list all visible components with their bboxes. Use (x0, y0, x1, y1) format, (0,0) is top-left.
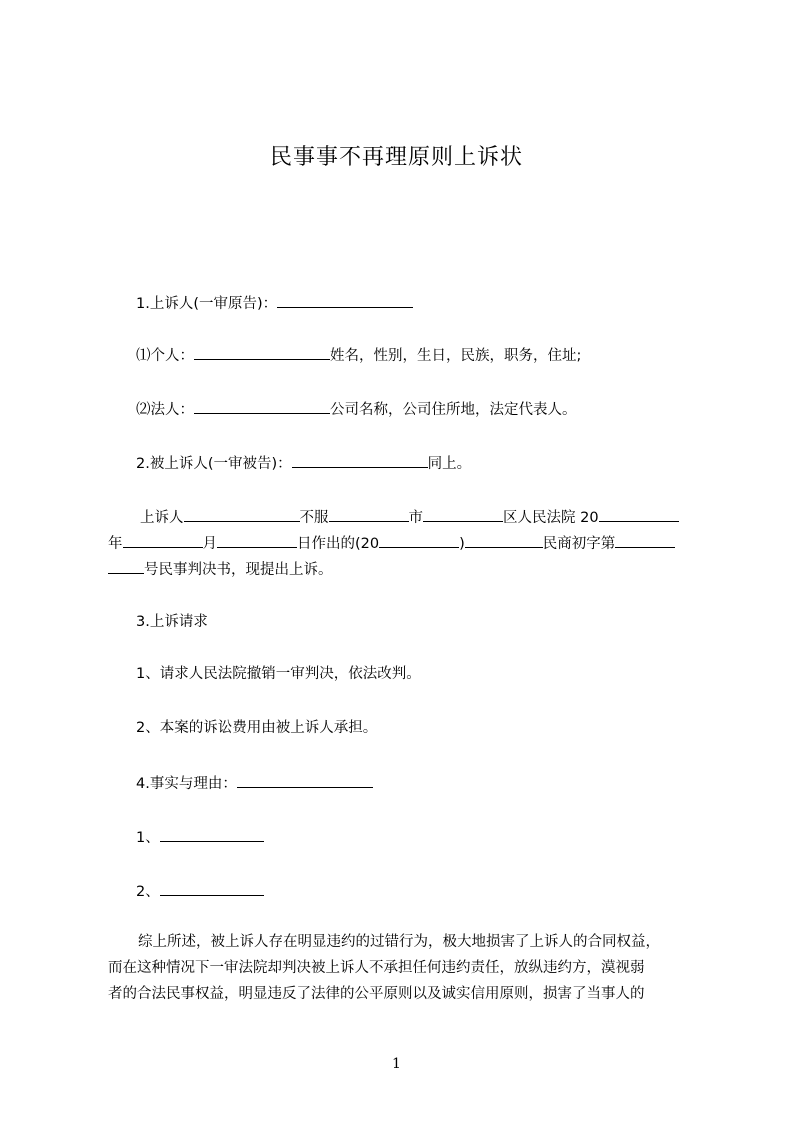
fact-item-1 (136, 826, 264, 848)
appellee-blank[interactable] (292, 452, 428, 468)
statement-text: 号民事判决书，现提出上诉。 (144, 562, 333, 578)
legal-prefix: ⑵法人： (136, 402, 194, 418)
appellee-suffix: 同上。 (427, 456, 472, 472)
appellant-label: 1.上诉人(一审原告)： (136, 296, 278, 312)
facts-blank[interactable] (237, 772, 373, 788)
statement-text: 市 (408, 510, 423, 526)
document-title: 民事事不再理原则上诉状 (269, 145, 523, 170)
fact-1-blank[interactable] (160, 826, 264, 842)
conclusion-line-1: 综上所述，被上诉人存在明显违约的过错行为，极大地损害了上诉人的合同权益， (138, 934, 660, 950)
city-blank[interactable] (329, 506, 409, 522)
statement-text: 上诉人 (140, 510, 184, 526)
statement-text: 不服 (299, 510, 329, 526)
request-item-2: 2、本案的诉讼费用由被上诉人承担。 (136, 720, 378, 736)
appellant-blank[interactable] (277, 292, 413, 308)
case-number-blank[interactable] (615, 532, 675, 548)
case-year-blank[interactable] (379, 532, 459, 548)
request-item-1: 1、请求人民法院撤销一审判决，依法改判。 (136, 666, 421, 682)
conclusion-line-3: 者的合法民事权益，明显违反了法律的公平原则以及诚实信用原则，损害了当事人的 (108, 986, 645, 1002)
appellee-label: 2.被上诉人(一审被告)： (136, 456, 292, 472)
statement-line-1 (140, 506, 679, 528)
individual-line (136, 344, 581, 366)
individual-prefix: ⑴个人： (136, 348, 194, 364)
statement-line-3 (108, 558, 333, 580)
day-blank[interactable] (217, 532, 297, 548)
individual-suffix: 姓名，性别，生日，民族，职务，住址; (330, 348, 582, 364)
conclusion-line-2: 而在这种情况下一审法院却判决被上诉人不承担任何违约责任，放纵违约方，漠视弱 (108, 960, 645, 976)
statement-text: 月 (202, 536, 217, 552)
statement-line-2 (108, 532, 675, 554)
legal-person-line (136, 398, 577, 420)
facts-line (136, 772, 373, 794)
statement-text: 民商初字第 (542, 536, 616, 552)
appellant-name-blank[interactable] (184, 506, 300, 522)
request-heading: 3.上诉请求 (136, 614, 208, 630)
legal-blank[interactable] (194, 398, 330, 414)
appellee-line (136, 452, 471, 474)
statement-text: 日作出的(20 (297, 536, 380, 552)
fact-number: 2、 (136, 884, 160, 900)
fact-number: 1、 (136, 830, 160, 846)
legal-suffix: 公司名称，公司住所地，法定代表人。 (330, 402, 577, 418)
case-number-blank-cont[interactable] (108, 558, 144, 574)
statement-text: 区人民法院 20 (503, 510, 599, 526)
fact-item-2 (136, 880, 264, 902)
year-blank[interactable] (599, 506, 679, 522)
month-blank[interactable] (123, 532, 203, 548)
individual-blank[interactable] (194, 344, 330, 360)
court-code-blank[interactable] (465, 532, 543, 548)
fact-2-blank[interactable] (160, 880, 264, 896)
appellant-line (136, 292, 413, 314)
facts-label: 4.事实与理由： (136, 776, 237, 792)
statement-text: ) (459, 536, 465, 552)
district-blank[interactable] (423, 506, 503, 522)
page-number: 1 (392, 1056, 401, 1072)
statement-text: 年 (108, 536, 123, 552)
